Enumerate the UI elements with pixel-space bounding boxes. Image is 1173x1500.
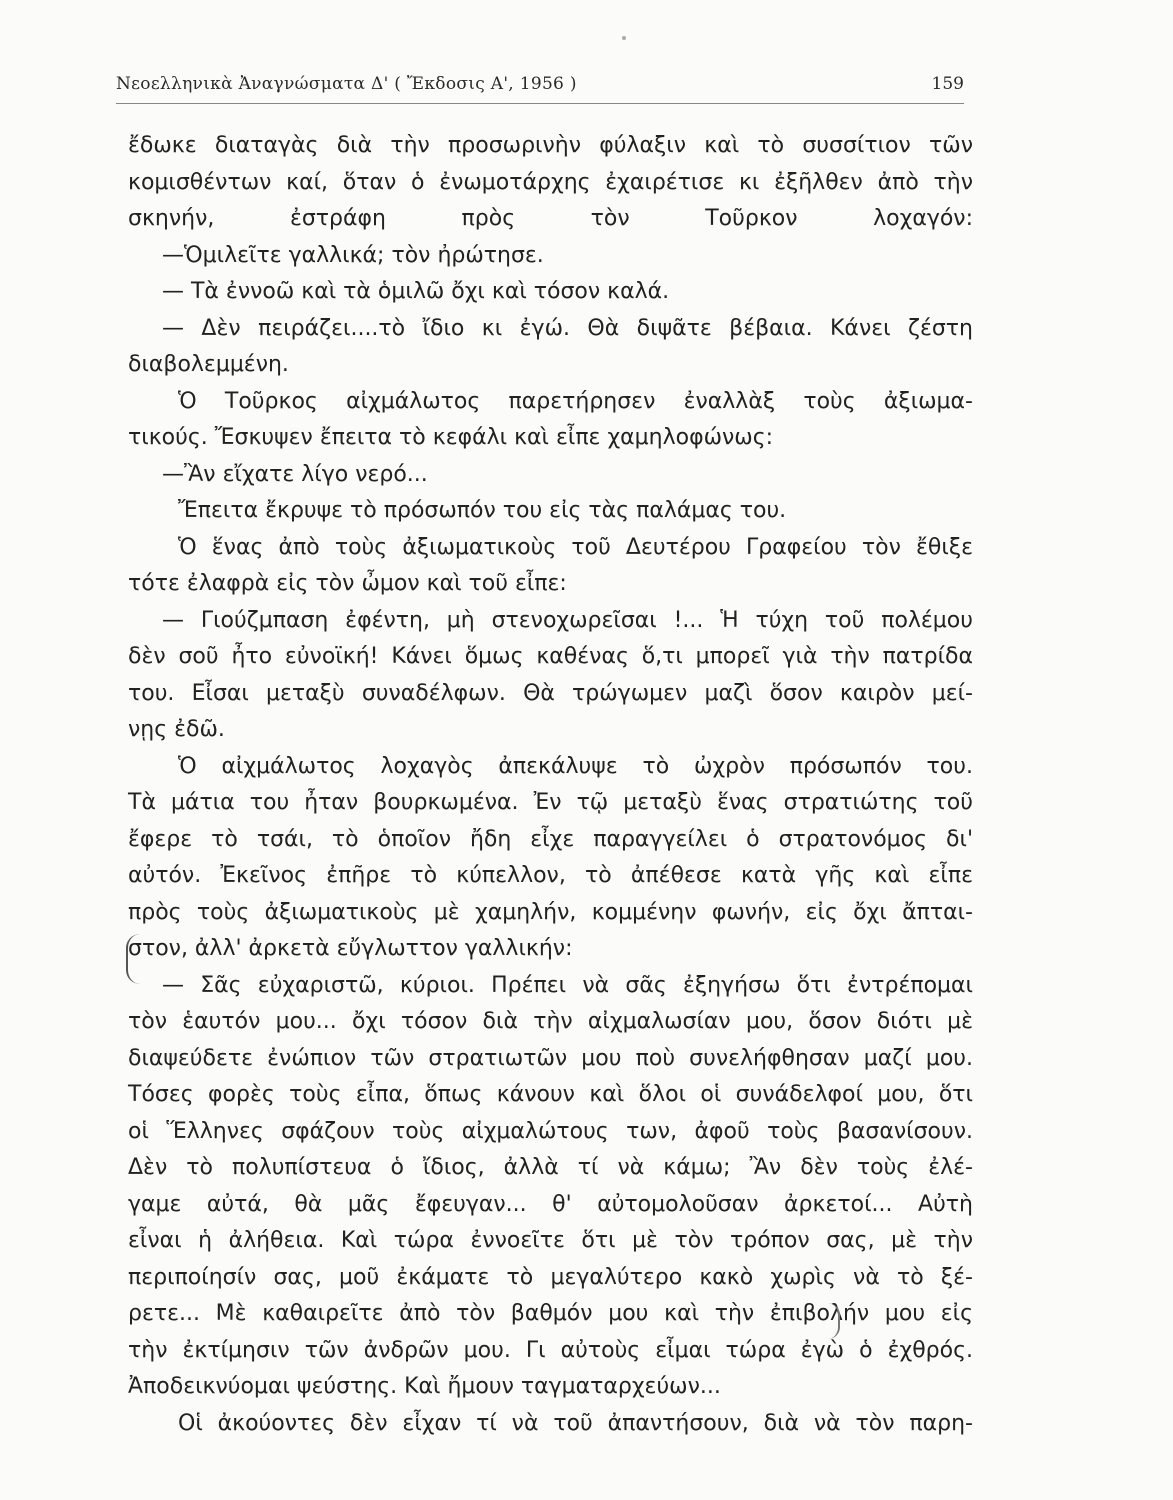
text-line: αὐτόν. Ἐκεῖνος ἐπῆρε τὸ κύπελλον, τὸ ἀπέθεσε κατὰ γῆς καὶ εἶπε (128, 863, 973, 888)
running-header (116, 70, 964, 104)
text-line: Ὁ ἕνας ἀπὸ τοὺς ἀξιωματικοὺς τοῦ Δευτέρου Γραφείου τὸν ἔθιξε (178, 534, 973, 560)
text-line: στον, ἀλλ' ἀρκετὰ εὔγλωττον γαλλικήν: (128, 936, 573, 961)
text-line: τὸν ἑαυτόν μου... ὄχι τόσον διὰ τὴν αἰχμαλωσίαν μου, ὅσον διότι μὲ (128, 1009, 973, 1034)
text-line: νῃς ἐδῶ. (128, 717, 225, 742)
text-line: διαψεύδετε ἐνώπιον τῶν στρατιωτῶν μου ποὺ συνελήφθησαν μαζί μου. (128, 1045, 973, 1071)
pencil-bracket-mark (126, 934, 142, 984)
text-line: Ὁ αἰχμάλωτος λοχαγὸς ἀπεκάλυψε τὸ ὠχρὸν πρόσωπόν του. (178, 753, 973, 779)
text-line: — Τὰ ἐννοῶ καὶ τὰ ὁμιλῶ ὄχι καὶ τόσον καλά. (162, 279, 670, 304)
text-line: τότε ἐλαφρὰ εἰς τὸν ὦμον καὶ τοῦ εἶπε: (128, 571, 567, 596)
text-line: εἶναι ἡ ἀλήθεια. Καὶ τώρα ἐννοεῖτε ὅτι μὲ τὸν τρόπον σας, μὲ τὴν (128, 1228, 973, 1253)
text-line: διαβολεμμένη. (128, 352, 289, 377)
text-line: κομισθέντων καί, ὅταν ὁ ἐνωμοτάρχης ἐχαιρέτισε κι ἐξῆλθεν ἀπὸ τὴν (128, 169, 973, 195)
text-line: ἔφερε τὸ τσάι, τὸ ὁποῖον ἤδη εἶχε παραγγείλει ὁ στρατονόμος δι' (128, 826, 973, 852)
text-line: πρὸς τοὺς ἀξιωματικοὺς μὲ χαμηλήν, κομμένην φωνήν, εἰς ὄχι ἄπται- (128, 899, 973, 925)
page-number: 159 (931, 74, 964, 94)
text-line: τὴν ἐκτίμησιν τῶν ἀνδρῶν μου. Γι αὐτοὺς εἶμαι τώρα ἐγὼ ὁ ἐχθρός. (128, 1337, 973, 1363)
text-line: Τόσες φορὲς τοὺς εἶπα, ὅπως κάνουν καὶ ὅλοι οἱ συνάδελφοί μου, ὅτι (128, 1082, 973, 1107)
body-text (128, 128, 973, 1442)
paper-speck (622, 36, 626, 40)
text-line: — Δὲν πειράζει....τὸ ἴδιο κι ἐγώ. Θὰ διψᾶτε βέβαια. Κάνει ζέστη (162, 315, 973, 341)
text-line: Ἔπειτα ἔκρυψε τὸ πρόσωπόν του εἰς τὰς παλάμας του. (178, 498, 787, 523)
pencil-bracket-mark-right (826, 1303, 840, 1339)
text-line: τικούς. Ἔσκυψεν ἔπειτα τὸ κεφάλι καὶ εἶπε χαμηλοφώνως: (128, 425, 774, 450)
header-title: Νεοελληνικὰ Ἀναγνώσματα Δ' ( Ἔκδοσις Α', 1956 ) (116, 74, 577, 94)
header-rule (116, 103, 964, 104)
text-line: Ἀποδεικνύομαι ψεύστης. Καὶ ἤμουν ταγματαρχεύων... (128, 1374, 721, 1399)
text-line: του. Εἶσαι μεταξὺ συναδέλφων. Θὰ τρώγωμεν μαζὶ ὅσον καιρὸν μεί- (128, 680, 973, 706)
text-line: ἔδωκε διαταγὰς διὰ τὴν προσωρινὴν φύλαξιν καὶ τὸ συσσίτιον τῶν (128, 133, 973, 158)
text-line: ρετε... Μὲ καθαιρεῖτε ἀπὸ τὸν βαθμόν μου καὶ τὴν ἐπιβολήν μου εἰς (128, 1301, 973, 1326)
text-line: Τὰ μάτια του ἦταν βουρκωμένα. Ἐν τῷ μεταξὺ ἕνας στρατιώτης τοῦ (128, 790, 973, 815)
text-line: σκηνήν, ἐστράφη πρὸς τὸν Τοῦρκον λοχαγόν: (128, 206, 973, 231)
text-line: δὲν σοῦ ἦτο εὐνοϊκή! Κάνει ὅμως καθένας ὅ,τι μπορεῖ γιὰ τὴν πατρίδα (128, 644, 973, 669)
text-line: Οἱ ἀκούοντες δὲν εἶχαν τί νὰ τοῦ ἀπαντήσουν, διὰ νὰ τὸν παρη- (178, 1410, 973, 1436)
text-line: — Σᾶς εὐχαριστῶ, κύριοι. Πρέπει νὰ σᾶς ἐξηγήσω ὅτι ἐντρέπομαι (162, 972, 973, 998)
text-line: — Γιούζμπαση ἐφέντη, μὴ στενοχωρεῖσαι !... Ἡ τύχη τοῦ πολέμου (162, 607, 973, 633)
text-line: Δὲν τὸ πολυπίστευα ὁ ἴδιος, ἀλλὰ τί νὰ κάμω; Ἂν δὲν τοὺς ἐλέ- (128, 1155, 973, 1180)
text-line: —Ἂν εἴχατε λίγο νερό... (162, 461, 428, 487)
text-line: περιποίησίν σας, μοῦ ἐκάματε τὸ μεγαλύτερο κακὸ χωρὶς νὰ τὸ ξέ- (128, 1264, 973, 1290)
text-line: γαμε αὐτά, θὰ μᾶς ἔφευγαν... θ' αὐτομολοῦσαν ἀρκετοί... Αὐτὴ (128, 1191, 973, 1217)
text-line: Ὁ Τοῦρκος αἰχμάλωτος παρετήρησεν ἐναλλὰξ τοὺς ἀξιωμα- (178, 388, 973, 414)
text-line: —Ὁμιλεῖτε γαλλικά; τὸν ἠρώτησε. (162, 242, 544, 268)
text-line: οἱ Ἕλληνες σφάζουν τοὺς αἰχμαλώτους των, ἀφοῦ τοὺς βασανίσουν. (128, 1118, 973, 1144)
